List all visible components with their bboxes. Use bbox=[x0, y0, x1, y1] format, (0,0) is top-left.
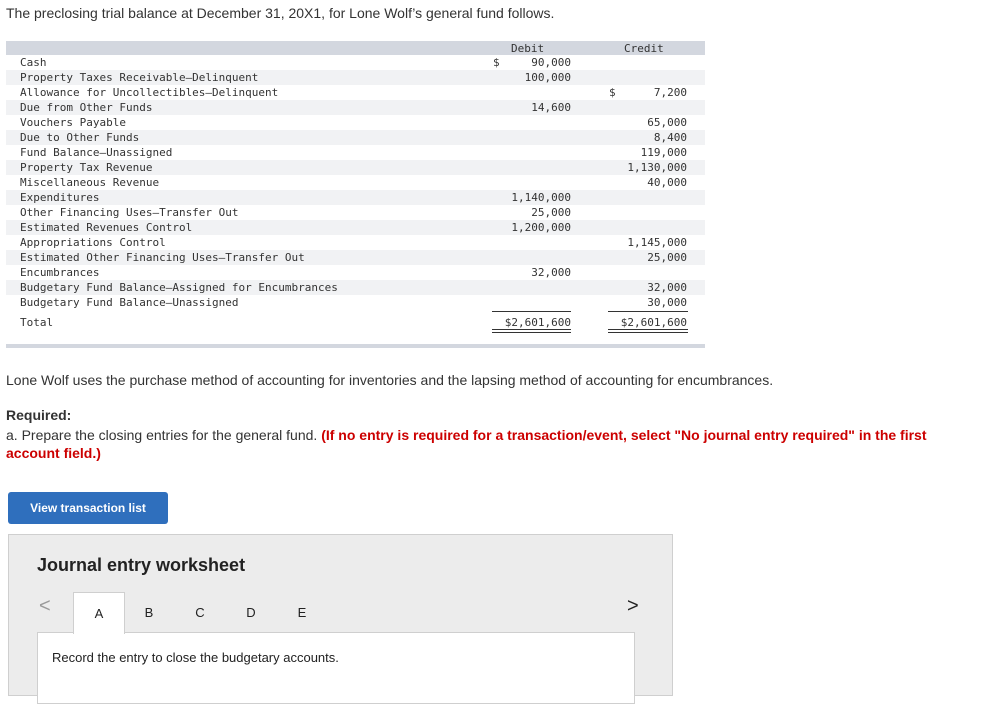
account-name: Fund Balance—Unassigned bbox=[20, 146, 173, 159]
chevron-right-icon[interactable]: > bbox=[627, 595, 639, 617]
table-row bbox=[6, 160, 705, 175]
credit-header: Credit bbox=[624, 42, 664, 55]
tab-c[interactable]: C bbox=[195, 604, 205, 620]
table-row bbox=[6, 145, 705, 160]
account-name: Miscellaneous Revenue bbox=[20, 176, 160, 189]
account-name: Other Financing Uses—Transfer Out bbox=[20, 206, 239, 219]
chevron-left-icon[interactable]: < bbox=[39, 595, 51, 617]
journal-entry-worksheet bbox=[8, 534, 673, 696]
debit-amount: 14,600 bbox=[531, 101, 571, 114]
table-row bbox=[6, 220, 705, 235]
credit-dollar-sign: $ bbox=[609, 86, 616, 99]
table-row bbox=[6, 295, 705, 310]
account-name: Due from Other Funds bbox=[20, 101, 153, 114]
debit-header: Debit bbox=[511, 42, 545, 55]
required-body bbox=[6, 426, 956, 462]
total-debit: $2,601,600 bbox=[504, 316, 571, 329]
account-name: Due to Other Funds bbox=[20, 131, 140, 144]
credit-amount: 32,000 bbox=[647, 281, 687, 294]
table-row bbox=[6, 130, 705, 145]
account-name: Expenditures bbox=[20, 191, 100, 204]
credit-amount: 1,145,000 bbox=[627, 236, 687, 249]
total-row bbox=[6, 310, 705, 330]
credit-amount: 40,000 bbox=[647, 176, 687, 189]
credit-amount: 65,000 bbox=[647, 116, 687, 129]
account-name: Vouchers Payable bbox=[20, 116, 126, 129]
table-row bbox=[6, 175, 705, 190]
account-name: Property Tax Revenue bbox=[20, 161, 153, 174]
worksheet-message: Record the entry to close the budgetary accounts. bbox=[52, 650, 339, 665]
debit-amount: 90,000 bbox=[531, 56, 571, 69]
account-name: Encumbrances bbox=[20, 266, 100, 279]
credit-amount: 119,000 bbox=[640, 146, 687, 159]
debit-dollar-sign: $ bbox=[493, 56, 500, 69]
debit-amount: 25,000 bbox=[531, 206, 571, 219]
trial-balance-footer bbox=[6, 344, 705, 348]
table-row bbox=[6, 205, 705, 220]
table-row bbox=[6, 55, 705, 70]
required-title: Required: bbox=[6, 407, 72, 423]
account-name: Budgetary Fund Balance—Assigned for Encumbrances bbox=[20, 281, 338, 294]
account-name: Cash bbox=[20, 56, 47, 69]
credit-amount: 1,130,000 bbox=[627, 161, 687, 174]
tab-b[interactable]: B bbox=[144, 604, 154, 620]
method-paragraph: Lone Wolf uses the purchase method of accounting for inventories and the lapsing method of accounting for encumbrances. bbox=[6, 372, 774, 388]
credit-amount: 8,400 bbox=[653, 131, 687, 144]
worksheet-title: Journal entry worksheet bbox=[37, 555, 246, 575]
account-name: Appropriations Control bbox=[20, 236, 166, 249]
tab-e[interactable]: E bbox=[297, 604, 307, 620]
trial-balance-header bbox=[6, 41, 705, 55]
tab-d[interactable]: D bbox=[246, 604, 256, 620]
table-row bbox=[6, 70, 705, 85]
credit-amount: 25,000 bbox=[647, 251, 687, 264]
required-text: a. Prepare the closing entries for the general fund. bbox=[6, 427, 322, 443]
table-row bbox=[6, 280, 705, 295]
trial-balance-table bbox=[6, 41, 705, 330]
debit-amount: 1,200,000 bbox=[511, 221, 571, 234]
table-row bbox=[6, 235, 705, 250]
account-name: Allowance for Uncollectibles—Delinquent bbox=[20, 86, 279, 99]
credit-amount: 30,000 bbox=[647, 296, 687, 309]
credit-amount: 7,200 bbox=[653, 86, 687, 99]
account-name: Property Taxes Receivable—Delinquent bbox=[20, 71, 259, 84]
intro-text: The preclosing trial balance at December 31, 20X1, for Lone Wolf’s general fund follows. bbox=[6, 5, 555, 21]
worksheet-panel bbox=[37, 632, 635, 704]
view-transaction-list-button[interactable]: View transaction list bbox=[8, 492, 168, 524]
table-row bbox=[6, 265, 705, 280]
debit-amount: 100,000 bbox=[524, 71, 571, 84]
account-name: Estimated Revenues Control bbox=[20, 221, 193, 234]
debit-amount: 1,140,000 bbox=[511, 191, 571, 204]
account-name: Estimated Other Financing Uses—Transfer Out bbox=[20, 251, 305, 264]
required-instruction: (If no entry is required for a transaction/event, select "No journal entry required" in the first account field.) bbox=[6, 427, 927, 461]
total-label: Total bbox=[20, 316, 54, 329]
debit-amount: 32,000 bbox=[531, 266, 571, 279]
table-row bbox=[6, 190, 705, 205]
total-credit: $2,601,600 bbox=[620, 316, 687, 329]
account-name: Budgetary Fund Balance—Unassigned bbox=[20, 296, 239, 309]
table-row bbox=[6, 115, 705, 130]
table-row bbox=[6, 85, 705, 100]
table-row bbox=[6, 250, 705, 265]
tab-a[interactable]: A bbox=[73, 592, 125, 634]
table-row bbox=[6, 100, 705, 115]
